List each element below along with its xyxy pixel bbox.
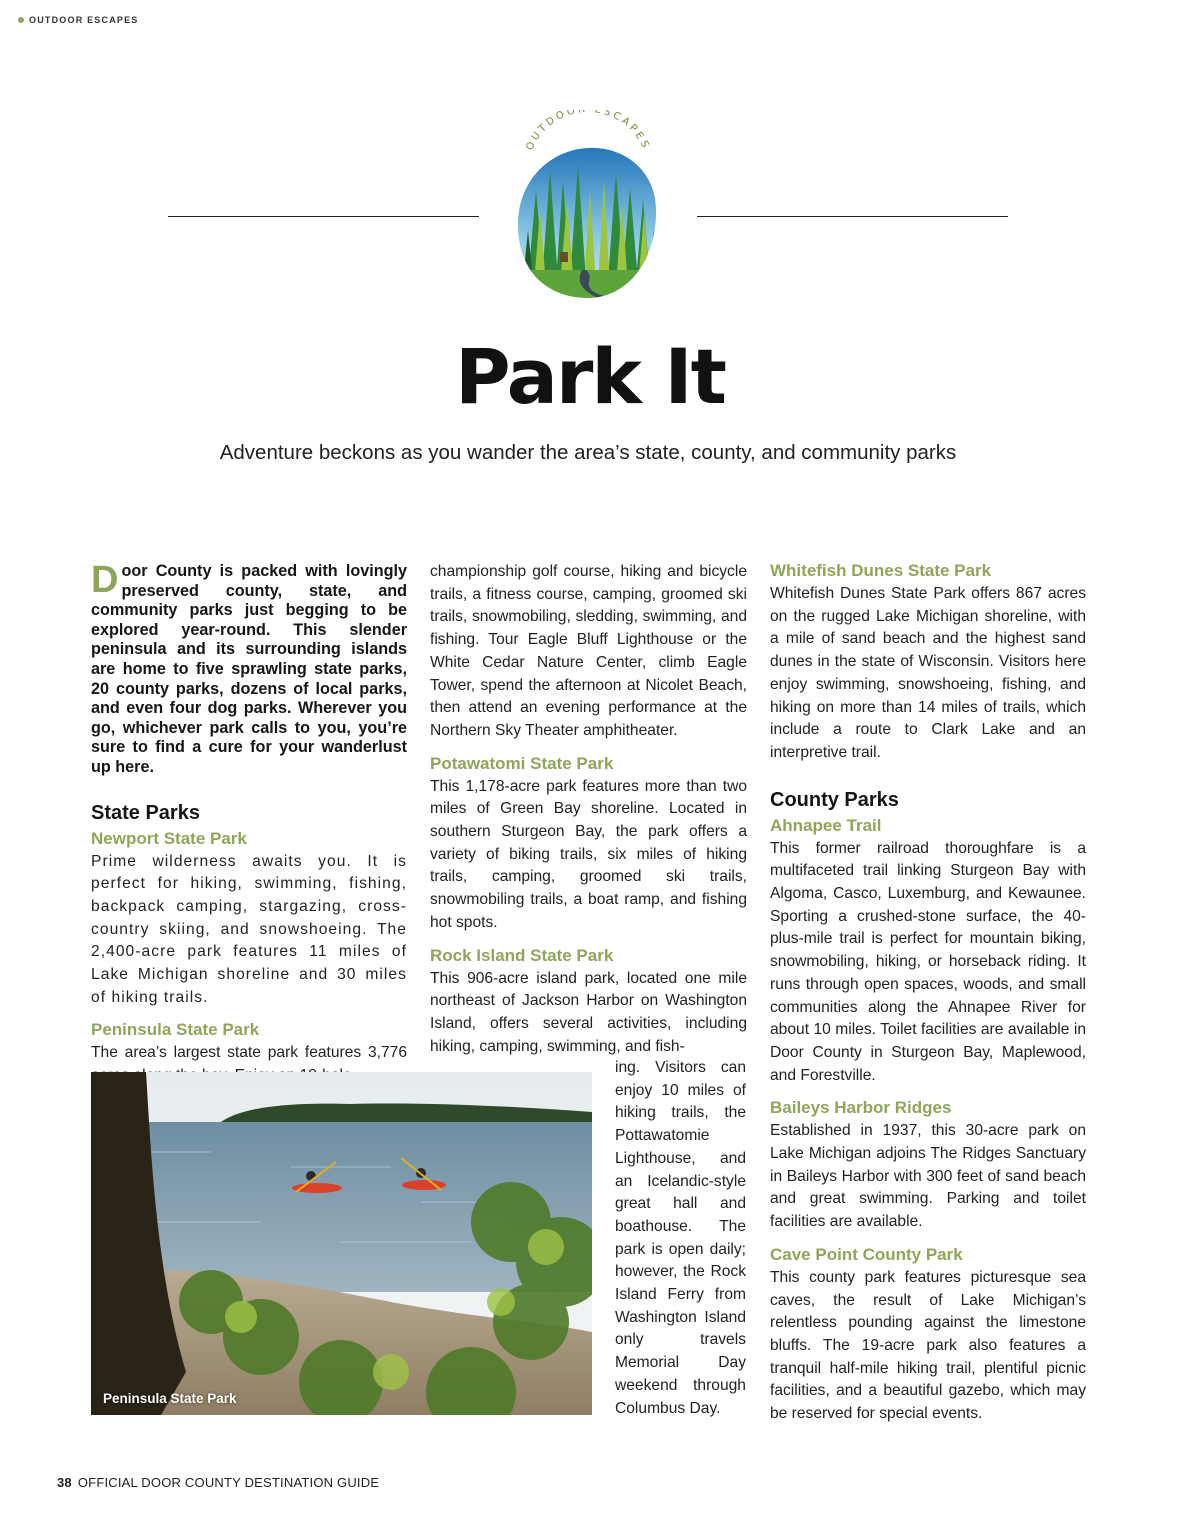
header-rule-left xyxy=(168,216,479,217)
peninsula-text-continued: championship golf course, hiking and bicycle trails, a fitness course, camping, groomed ski trails, snowmobiling, sledding, swimming, and fishing. Tour Eagle Bluff Lighthouse or the White Cedar Nature Center, climb Eagle Tower, spend the afternoon at Nicolet Beach, then attend an evening performance at the Northern Sky Theater amphitheater. xyxy=(430,563,747,739)
drop-cap: D xyxy=(91,559,119,601)
photo-caption: Peninsula State Park xyxy=(103,1391,237,1406)
intro-text: oor County is packed with lovingly preserved county, state, and community parks just begging to be explored year-round. This slender peninsula and its surrounding islands are home to five sprawling state parks, 20 county parks, dozens of local parks, and even four dog parks. Wherever you go, whichever park calls to you, you’re sure to find a cure for your wanderlust up here. xyxy=(91,562,407,776)
peninsula-park-photo xyxy=(91,1072,592,1415)
kayak-photo-illustration xyxy=(91,1072,592,1415)
header-rule-right xyxy=(697,216,1008,217)
state-parks-heading: State Parks xyxy=(91,801,200,824)
intro-paragraph xyxy=(91,559,407,778)
peninsula-text-start: The area’s largest state park features 3,776 xyxy=(91,1044,407,1062)
whitefish-heading: Whitefish Dunes State Park xyxy=(770,561,992,580)
outdoor-escapes-badge xyxy=(498,110,678,305)
potawatomi-text: This 1,178-acre park features more than two miles of Green Bay shoreline. Located in southern Sturgeon Bay, the park offers a variety of biking trails, six miles of hiking trails, camping, groomed ski trails, snowmobiling trails, a boat ramp, and fishing hot spots. xyxy=(430,777,747,931)
column-3 xyxy=(770,561,1086,1426)
newport-heading: Newport State Park xyxy=(91,828,247,848)
cave-point-text: This county park features picturesque sea caves, the result of Lake Michigan’s relentless pounding against the limestone bluffs. The 19-acre park also features a tranquil half-mile hiking trail, plentiful picnic facilities, and a beautiful gazebo, which may be reserved for special events. xyxy=(770,1268,1086,1423)
potawatomi-heading: Potawatomi State Park xyxy=(430,753,614,773)
publication-name: OFFICIAL DOOR COUNTY DESTINATION GUIDE xyxy=(77,1475,380,1490)
whitefish-text: Whitefish Dunes State Park offers 867 acres on the rugged Lake Michigan shoreline, with a mile of sand beach and the highest sand dunes in the state of Wisconsin. Visitors here enjoy swimming, snowshoeing, fishing, and hiking on more than 14 miles of trails, which include a route to Clark Lake and an interpretive trail. xyxy=(770,585,1086,761)
ahnapee-text: This former railroad thoroughfare is a multifaceted trail linking Sturgeon Bay with Algoma, Casco, Luxemburg, and Kewaunee. Sporting a crushed-stone surface, the 40-plus-mile trail is perfect for mountain biking, snowmobiling, hiking, or horseback riding. It runs through open spaces, woods, and small communities along the Ahnapee River for about 10 miles. Toilet facilities are available in Door County in Sturgeon Bay, Maplewood, and Forestville. xyxy=(770,839,1086,1084)
rock-island-text-continued: ing. Visitors can enjoy 10 miles of hiking trails, the Pottawatomie Lighthouse, and an Icelandic-style great hall and boathouse. The park is open daily; however, the Rock Island Ferry from Washington Island only travels Memorial Day weekend through Columbus Day. xyxy=(615,1059,746,1417)
page-footer xyxy=(57,1475,379,1490)
section-tag xyxy=(18,15,139,25)
column-2 xyxy=(430,561,747,1058)
peninsula-heading: Peninsula State Park xyxy=(91,1020,260,1040)
section-tag-label: OUTDOOR ESCAPES xyxy=(29,15,139,25)
page-number: 38 xyxy=(57,1475,72,1490)
page-title: Park It xyxy=(454,332,726,421)
newport-text: Prime wilderness awaits you. It is perfect for hiking, swimming, fishing, backpack camping, stargazing, cross-country skiing, and snowshoeing. The 2,400-acre park features 11 miles of Lake Michigan shoreline and 30 miles of hiking trails. xyxy=(91,852,407,1006)
column-1 xyxy=(91,561,407,1088)
rock-island-heading: Rock Island State Park xyxy=(430,945,614,965)
baileys-text: Established in 1937, this 30-acre park on Lake Michigan adjoins The Ridges Sanctuary in Baileys Harbor with 300 feet of sand beach and great swimming. Parking and toilet facilities are available. xyxy=(770,1122,1086,1231)
cave-point-heading: Cave Point County Park xyxy=(770,1244,963,1264)
badge-arc-text: OUTDOO ESCAPES xyxy=(524,110,652,153)
ahnapee-heading: Ahnapee Trail xyxy=(770,815,882,835)
tag-dot-icon xyxy=(18,17,24,23)
baileys-heading: Baileys Harbor Ridges xyxy=(770,1098,952,1118)
page-subtitle: Adventure beckons as you wander the area’s state, county, and community parks xyxy=(219,441,957,464)
forest-badge-icon xyxy=(498,110,678,305)
rock-island-text-start: This 906-acre island park, located one mile northeast of Jackson Harbor on Washington Island, offers several activities, including hiking, camping, swimming, and fish- xyxy=(430,969,747,1055)
county-parks-heading: County Parks xyxy=(770,788,899,811)
